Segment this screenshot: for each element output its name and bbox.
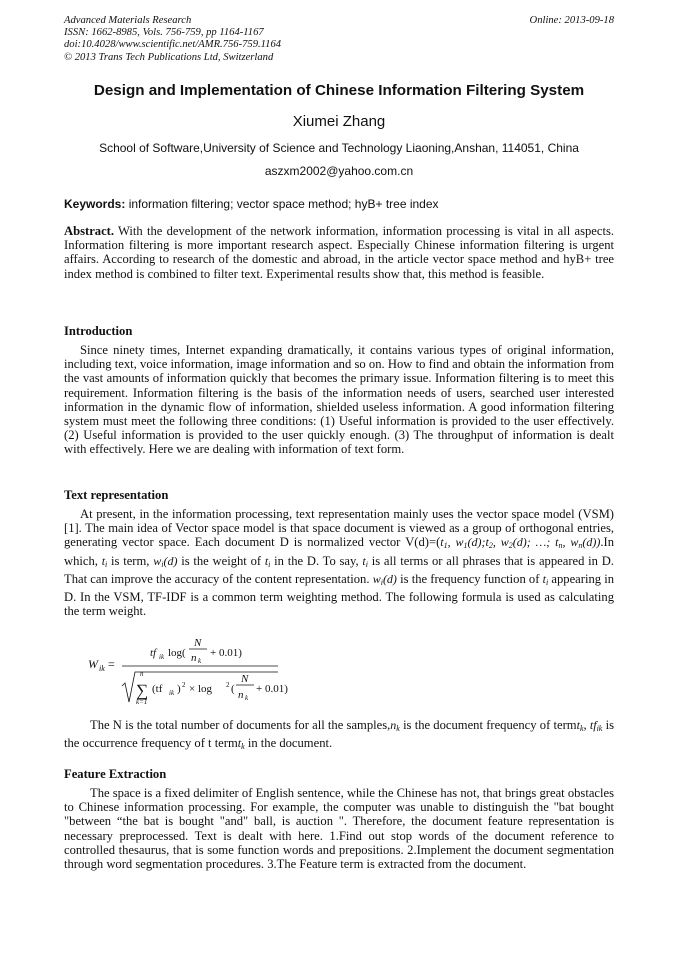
abstract-block [64,224,614,281]
svg-text:× log: × log [189,683,213,695]
feature-extraction-text: The space is a fixed delimiter of English sentence, while the Chinese has not, that brings great obstacles to Chinese information processing. For example, the computer was unable to distinguish the "bat bought "between “the bat is bought "and" ball, is auction ". Therefore, the document feature representation is necessary preprocessed. Text is dealt with here. 1.Find out stop words of the document reference to controlled thesaurus, that is some function words and prepositions. 2.Implement the document segmentation through word segmentation procedures. 3.The Feature term is extracted from the document. [64,786,614,872]
formula-svg [88,636,298,708]
svg-text:k: k [198,657,202,665]
svg-text:log(: log( [168,647,186,659]
issn-line: ISSN: 1662-8985, Vols. 756-759, pp 1164-1167 [64,27,264,39]
svg-text:=: = [108,657,115,671]
svg-text:tf: tf [150,647,157,659]
vector-terms: $t_1$, $w_1(d);t_2$, $w_2(d)$; …; $t_n$, $w_n(d)$) [440,535,601,551]
text-representation-para: At present, in the information processing, text representation mainly uses the vector space model (VSM)[1]. The main idea of Vector space model is that space document is viewed as a group of orthogonal entries, generating vector space. Each document D is normalized vector $V(d)=(t_1$, $w_1(d);t_2$, $w_2(d)$; …; $t_n$, $w_n(d)).In$ which, $t_i$ is term, $w_i(d)$ is the weight of $t_i$ in the D. To say, $t_i$ is all terms or all phrases that is appeared in D. That can improve the accuracy of the content representation. $w_i(d)$ is the frequency function of $t_i$ appearing in D. In the VSM, TF-IDF is a common term weighting method. The following formula is used as calculating the term weight. [64,507,615,619]
feature-extraction-heading: Feature Extraction [64,767,167,781]
tfidf-formula [88,636,298,708]
journal-name: Advanced Materials Research [64,15,192,26]
svg-text:N: N [194,637,202,649]
online-date: Online: 2013-09-18 [529,15,614,26]
keywords-text: information filtering; vector space method; hyB+ tree index [128,197,439,211]
formula-explanation: The N is the total number of documents for all the $samples,n_k$ is the document frequency of termt$_k$, $tf_{ik}$ is the occurrence frequency of t termt$_k$ in the document. [64,718,614,752]
introduction-heading: Introduction [64,324,133,338]
svg-text:2: 2 [182,681,186,689]
doi-line: doi:10.4028/www.scientific.net/AMR.756-759.1164 [64,39,282,51]
svg-text:n: n [140,670,144,678]
svg-text:∑: ∑ [136,681,149,700]
text-representation-heading: Text representation [64,488,169,502]
affiliation: School of Software,University of Science and Technology Liaoning,Anshan, 114051, China [99,141,579,155]
svg-text:ik: ik [169,689,175,697]
svg-text:n: n [191,652,197,664]
svg-text:n: n [238,689,244,701]
abstract-text: With the development of the network information, information processing is vital in all aspects. Information filtering is more important research aspect. Especially Chinese information filtering is urgent affairs. According to research of the domestic and abroad, in the article vector space method and hyB+ tree index method is combined to filter text. Experimental results show that, this method is feasible. [64,224,614,281]
svg-text:N: N [241,673,249,685]
svg-text:k=1: k=1 [136,698,148,706]
paper-title: Design and Implementation of Chinese Information Filtering System [93,82,585,99]
copyright-line: © 2013 Trans Tech Publications Ltd, Switzerland [64,51,274,63]
svg-text:): ) [177,683,181,695]
abstract-label: Abstract. [64,224,115,238]
formula-lhs: W [88,657,98,671]
text-representation-section [64,488,614,618]
introduction-text: Since ninety times, Internet expanding dramatically, it contains various types of original information, including text, voice information, image information and so on. How to find and obtain the information from the vast amounts of information quickly that becomes the primary issue. Information filtering is to meet this requirement. Information filtering is the basis of the information needs of users, searched user interested information in the dynamic flow of information, shielded useless information. A good information filtering system must meet the following three conditions: (1) Useful information is provided to the user effectively. (2) Useful information is provided to the user quickly enough. (3) The throughput of information is dealt with effectively. Here we are dealing with information of text form. [64,343,614,457]
svg-text:k: k [245,694,249,702]
svg-text:ik: ik [159,653,165,661]
svg-text:+ 0.01): + 0.01) [210,647,242,659]
svg-text:(tf: (tf [152,683,163,695]
feature-extraction-section [64,767,614,871]
author-email: aszxm2002@yahoo.com.cn [264,164,414,178]
introduction-section [64,324,614,457]
svg-text:+ 0.01): + 0.01) [256,683,288,695]
svg-text:2: 2 [226,681,230,689]
journal-header [64,15,444,64]
keywords-label: Keywords: [64,197,126,211]
author-name: Xiumei Zhang [292,113,386,130]
svg-text:(: ( [231,683,235,695]
keywords-line [64,197,614,211]
svg-text:ik: ik [99,664,105,673]
